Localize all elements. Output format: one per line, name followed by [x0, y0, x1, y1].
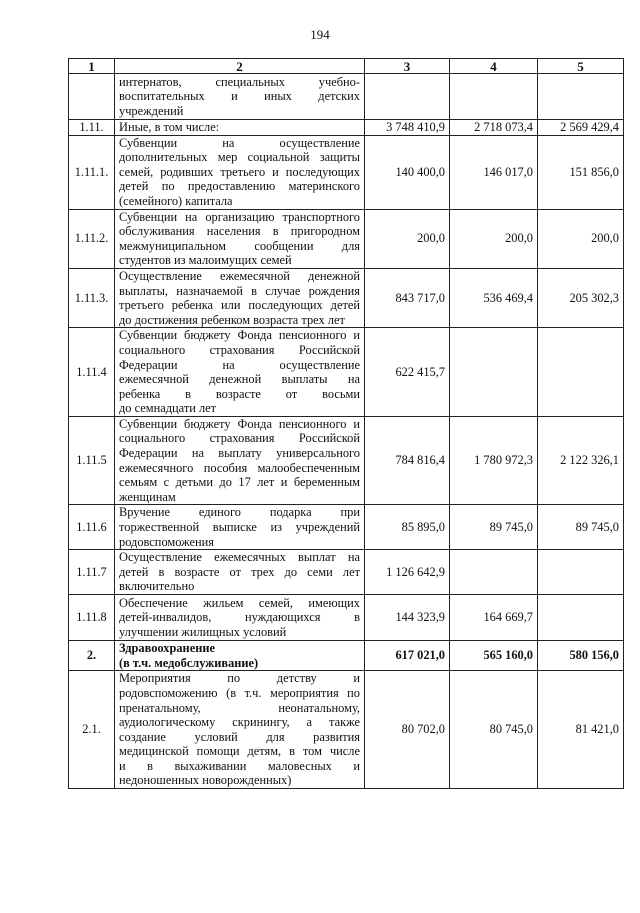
value-col-3: 80 702,0 [365, 671, 450, 789]
value-col-5: 2 122 326,1 [538, 416, 624, 505]
value-col-4: 536 469,4 [450, 268, 538, 327]
value-col-4 [450, 550, 538, 595]
description-line: родовспоможения [119, 534, 214, 549]
description-line: включительно [119, 579, 195, 594]
description-line: (в т.ч. медобслуживание) [119, 655, 259, 670]
value-col-5: 200,0 [538, 209, 624, 268]
value-col-5: 580 156,0 [538, 641, 624, 671]
table-row [69, 135, 624, 209]
description-line: Вручение единого подарка при [119, 505, 360, 520]
row-number: 1.11.6 [69, 505, 115, 550]
row-description [115, 209, 365, 268]
row-number: 1.11.8 [69, 595, 115, 641]
description-line: социального страхования Российской [119, 431, 360, 446]
description-line: Субвенции на осуществление [119, 135, 360, 150]
row-number: 1.11.1. [69, 135, 115, 209]
value-col-4 [450, 328, 538, 417]
description-line: обслуживания населения в пригородном [119, 224, 360, 239]
description-line: торжественной выписке из учреждений [119, 520, 360, 535]
header-col-1: 1 [69, 59, 115, 74]
description-line: улучшении жилищных условий [119, 624, 287, 639]
row-description [115, 74, 365, 120]
description-line: Здравоохранение [119, 641, 215, 655]
row-description [115, 268, 365, 327]
table-row [69, 328, 624, 417]
table-row [69, 595, 624, 641]
row-description [115, 505, 365, 550]
description-line: семьям с детьми до 17 лет и беременным [119, 475, 360, 490]
table-row [69, 74, 624, 120]
header-col-5: 5 [538, 59, 624, 74]
value-col-3: 784 816,4 [365, 416, 450, 505]
page-number: 194 [310, 27, 330, 42]
value-col-3: 617 021,0 [365, 641, 450, 671]
description-line: до семнадцати лет [119, 401, 217, 416]
value-col-4 [450, 74, 538, 120]
row-description [115, 671, 365, 789]
description-line: создание условий для развития [119, 729, 360, 744]
value-col-5: 89 745,0 [538, 505, 624, 550]
value-col-5 [538, 74, 624, 120]
description-line: недоношенных новорожденных) [119, 773, 292, 788]
description-line: медицинской помощи детям, в том числе [119, 744, 360, 759]
value-col-3: 3 748 410,9 [365, 120, 450, 136]
value-col-5: 205 302,3 [538, 268, 624, 327]
description-line: Осуществление ежемесячных выплат на [119, 550, 360, 565]
value-col-4: 89 745,0 [450, 505, 538, 550]
description-line: Субвенции бюджету Фонда пенсионного и [119, 328, 360, 343]
table-row [69, 416, 624, 505]
row-number: 1.11.7 [69, 550, 115, 595]
value-col-3: 200,0 [365, 209, 450, 268]
table-row [69, 641, 624, 671]
table-header-row [69, 59, 624, 74]
value-col-4: 146 017,0 [450, 135, 538, 209]
value-col-4: 2 718 073,4 [450, 120, 538, 136]
description-line: интернатов, специальных учебно- [119, 74, 360, 89]
description-line: детей-инвалидов, нуждающихся в [119, 610, 360, 625]
description-line: Иные, в том числе: [119, 120, 220, 134]
row-description [115, 595, 365, 641]
description-line: и в выхаживании маловесных и [119, 758, 360, 773]
description-line: Федерации на выплату универсального [119, 446, 360, 461]
description-line: аудиологическому скринингу, а также [119, 715, 360, 730]
row-number: 1.11. [69, 120, 115, 136]
description-line: (семейного) капитала [119, 193, 233, 208]
value-col-4: 80 745,0 [450, 671, 538, 789]
description-line: детей в возрасте от трех до семи лет [119, 564, 360, 579]
description-line: Федерации на осуществление [119, 357, 360, 372]
budget-table [68, 58, 624, 789]
row-description [115, 135, 365, 209]
value-col-3: 1 126 642,9 [365, 550, 450, 595]
table-row [69, 268, 624, 327]
row-number: 1.11.3. [69, 268, 115, 327]
value-col-5 [538, 328, 624, 417]
value-col-3: 843 717,0 [365, 268, 450, 327]
table-row [69, 671, 624, 789]
value-col-5: 81 421,0 [538, 671, 624, 789]
value-col-5: 151 856,0 [538, 135, 624, 209]
row-description [115, 550, 365, 595]
row-description [115, 641, 365, 671]
value-col-5: 2 569 429,4 [538, 120, 624, 136]
table-row [69, 120, 624, 136]
description-line: социального страхования Российской [119, 342, 360, 357]
description-line: межмуниципальном сообщении для [119, 238, 360, 253]
table-row [69, 209, 624, 268]
description-line: дополнительных мер социальной защиты [119, 150, 360, 165]
value-col-4: 200,0 [450, 209, 538, 268]
description-line: семей, родивших третьего и последующих [119, 164, 360, 179]
row-description [115, 120, 365, 136]
description-line: ежемесячной денежной выплаты на [119, 372, 360, 387]
value-col-4: 1 780 972,3 [450, 416, 538, 505]
value-col-5 [538, 595, 624, 641]
row-number [69, 74, 115, 120]
description-line: пренатальному, неонатальному, [119, 700, 360, 715]
description-line: детей по предоставлению материнского [119, 179, 360, 194]
description-line: учреждений [119, 103, 184, 118]
value-col-3: 140 400,0 [365, 135, 450, 209]
description-line: Осуществление ежемесячной денежной [119, 268, 360, 283]
description-line: студентов из малоимущих семей [119, 253, 292, 268]
table-body [69, 74, 624, 789]
description-line: родовспоможению (в т.ч. мероприятия по [119, 685, 360, 700]
row-number: 1.11.4 [69, 328, 115, 417]
description-line: до достижения ребенком возраста трех лет [119, 312, 345, 327]
description-line: выплаты, назначаемой в случае рождения [119, 283, 360, 298]
row-number: 2. [69, 641, 115, 671]
row-description [115, 416, 365, 505]
description-line: женщинам [119, 489, 176, 504]
value-col-4: 565 160,0 [450, 641, 538, 671]
value-col-3 [365, 74, 450, 120]
row-number: 2.1. [69, 671, 115, 789]
header-col-3: 3 [365, 59, 450, 74]
header-col-2: 2 [115, 59, 365, 74]
value-col-5 [538, 550, 624, 595]
description-line: ежемесячного пособия малообеспеченным [119, 460, 360, 475]
value-col-3: 144 323,9 [365, 595, 450, 641]
row-number: 1.11.2. [69, 209, 115, 268]
value-col-3: 622 415,7 [365, 328, 450, 417]
description-line: ребенка в возрасте от восьми [119, 386, 360, 401]
row-number: 1.11.5 [69, 416, 115, 505]
row-description [115, 328, 365, 417]
description-line: Субвенции на организацию транспортного [119, 209, 360, 224]
description-line: Субвенции бюджету Фонда пенсионного и [119, 416, 360, 431]
header-col-4: 4 [450, 59, 538, 74]
table-row [69, 550, 624, 595]
value-col-3: 85 895,0 [365, 505, 450, 550]
description-line: воспитательных и иных детских [119, 89, 360, 104]
description-line: Мероприятия по детству и [119, 671, 360, 686]
description-line: третьего ребенка или последующих детей [119, 298, 360, 313]
value-col-4: 164 669,7 [450, 595, 538, 641]
table-row [69, 505, 624, 550]
description-line: Обеспечение жильем семей, имеющих [119, 595, 360, 610]
